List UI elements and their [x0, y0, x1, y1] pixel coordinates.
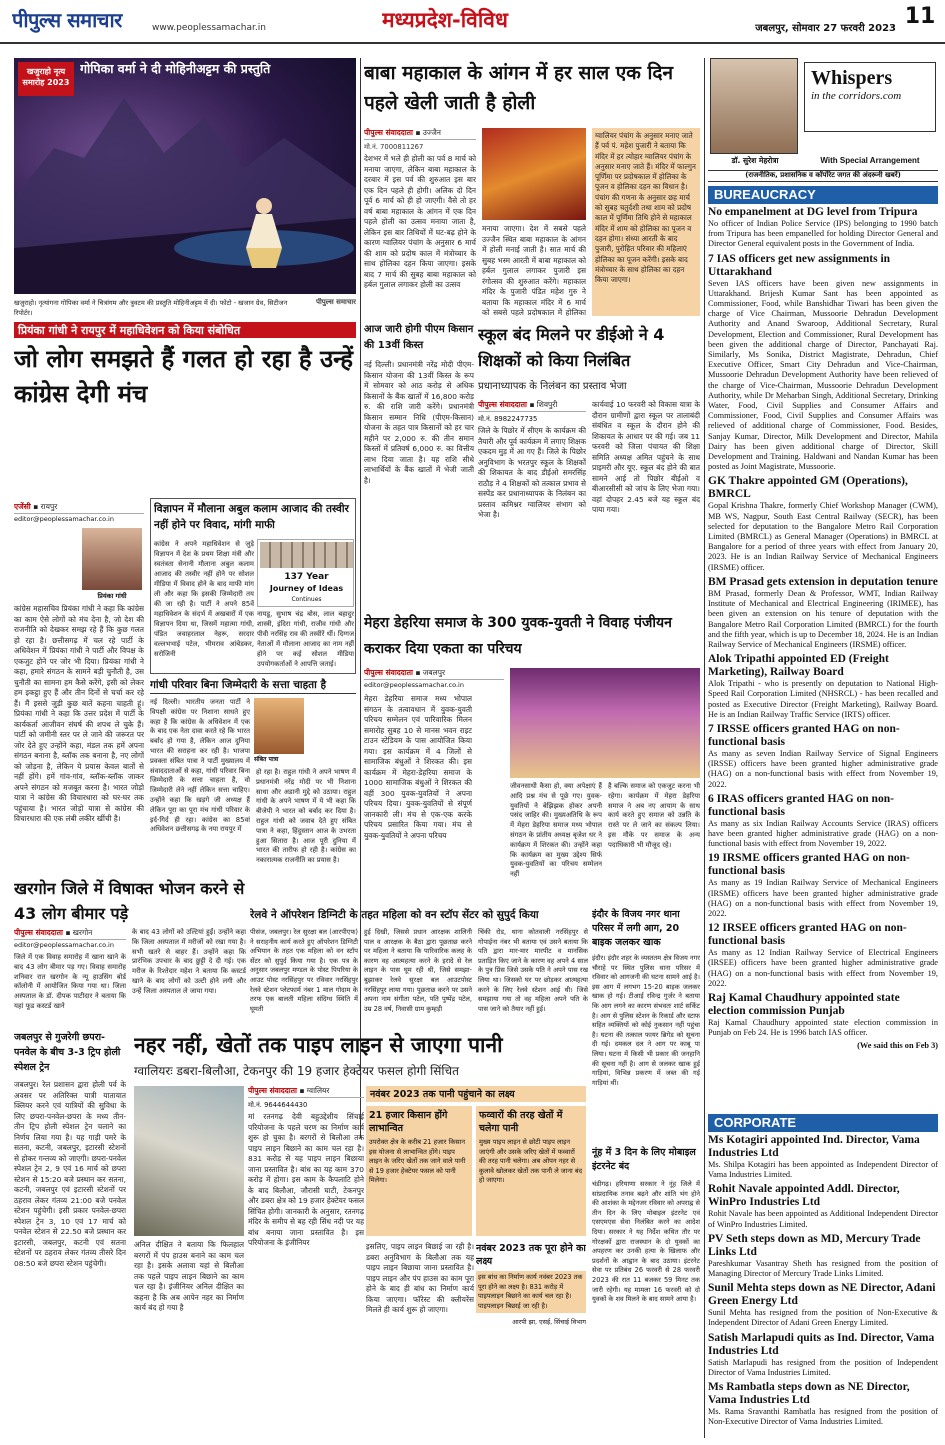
brief-body: Pareshkumar Vasantray Sheth has resigned from the position of Managing Director of Mercury Trade Links Limited. [708, 1258, 938, 1279]
brief-body: Satish Marlapudi has resigned from the position of Independent Director of Vama Industries Limited. [708, 1357, 938, 1377]
news-brief [708, 576, 938, 650]
brief-body: Rohit Navale has been appointed as Additional Independent Director of WinPro Industries Limited. [708, 1209, 938, 1229]
mahakal-photo [482, 128, 586, 220]
brief-title: BM Prasad gets extension in deputation tenure [708, 575, 938, 588]
khargone-byline: पीपुल्स संवाददाता ▪ खरगोन [14, 928, 126, 940]
news-brief [708, 1183, 938, 1229]
pipeline-body-bottom: इसलिए, पाइप लाइन बिछाई जा रही है। डबरा अनुविभाग के बिलौआ तक यह पाइप लाइन बिछाया जाना प्रस्तावित है। पाइप लाइन और पंप हाउस का काम पूरा होने के बाद ही बांध का निर्माण कार्य किया जाएगा। फॉरेस्ट की क्लीयरेंस मिलते ही कार्य शुरू हो जाएगा। [366, 1242, 474, 1314]
gopika-headline: गोपिका वर्मा ने दी मोहिनीअट्टम की प्रस्तुति [80, 61, 271, 76]
ad-portraits [260, 542, 353, 568]
brief-title: Satish Marlapudi quits as Ind. Director, Vama Industries Ltd [708, 1331, 935, 1357]
brief-title: 6 IRAS officers granted HAG on non-functional basis [708, 792, 894, 818]
school-mobile: मो.नं. 8982247735 [478, 415, 538, 423]
brief-title: Rohit Navale appointed Addl. Director, WinPro Industries Ltd [708, 1183, 900, 1209]
pipeline-col2: अनिल दीक्षित ने बताया कि फिलहाल बरगरों में पंप हाउस बनाने का काम चल रहा है। इसके अलावा यहां से बिलौआ तक पहले पाइप लाइन बिछाने का काम चल रहा है। इंजीनियर अनिल दीक्षित का कहना है कि अब आपेन नहर का निर्माण कार्य बंद हो गया है [134, 1240, 244, 1312]
priyanka-email: editor@peoplessamachar.co.in [14, 515, 114, 523]
gopika-caption: खजुराहो। नृत्यांगना गोपिका वर्मा ने चित्रांगम और त्रुवटम की प्रस्तुति मोहिनीअट्टम में दी। फोटो - खजान ग्रेव, सिटीजन रिपोर्टर। [14, 299, 288, 317]
brief-body: As many as seven Indian Railway Service of Signal Engineers (IRSSE) officers have been granted higher administrative grade (HAG) on a non-functional basis with effect from November 19, 2022. [708, 748, 938, 789]
patra-photo [254, 698, 304, 754]
priyanka-photo-caption: प्रियंका गांधी [97, 592, 127, 600]
website: www.peoplessamachar.in [152, 23, 266, 33]
holi-train-headline: जबलपुर से गुजरेगी छपरा-पनवेल के बीच 3-3 ट्रिप होली स्पेशल ट्रेन [14, 1032, 121, 1073]
mehra-story [364, 610, 700, 900]
brief-body: Alok Tripathi - who is presently on deputation to National High-Speed Rail Corporation Limited (NHSRCL) - has been recalled and posted as Executive Director (Freight Marketing), Railway Board. He is an Indian Railway Traffic Service (IRTS) officer. [708, 679, 938, 719]
brief-title: 7 IRSSE officers granted HAG on non-functional basis [708, 722, 900, 748]
brief-title: 12 IRSEE officers granted HAG on non-functional basis [708, 922, 907, 948]
gopika-credit: पीपुल्स समाचार [315, 298, 356, 306]
brief-title: GK Thakre appointed GM (Operations), BMRCL [708, 475, 908, 501]
news-brief [708, 653, 938, 720]
pipeline-story [134, 1030, 586, 1436]
gandhi-col2: हो रहा है। राहुल गांधी ने अपने भाषण में प्रधानमंत्री नरेंद्र मोदी पर भी निशाना साधा और अडानी मुद्दे को उठाया। राहुल गांधी के अपने भाषण में ये भी कहा कि बीजेपी ने भारत को बर्बाद कर दिया है। राहुल गांधी को जवाब देते हुए संबित पात्रा ने कहा, हिंदुस्तान आज के उभरता हुआ सितारा है। आज पूरी दुनिया में भारत की तारीफ हो रही है। कांग्रेस का नकारात्मक राजनीति का प्रयास है। [256, 768, 356, 865]
bureaucracy-list [708, 206, 938, 1108]
khargone-col1: जिले में एक विवाह समारोह में खाना खाने के बाद 43 लोग बीमार पड़ गए। विवाह समारोह शनिवार रात खरगोन के न्यू हाउसिंग बोर्ड कॉलोनी में आयोजित किया गया था। जिला अस्पताल के डॉ. दीपक पाटीदार ने बताया कि यहां फूड कस्टर्ड खाने [14, 953, 126, 1010]
priyanka-kicker: प्रियंका गांधी ने रायपुर में महाधिवेशन को किया संबोधित [14, 322, 356, 338]
brief-title: Alok Tripathi appointed ED (Freight Marketing), Railway Board [708, 653, 889, 679]
target-title: नवंबर 2023 तक पूरा होने का लक्ष्य [476, 1243, 586, 1267]
news-brief [708, 253, 938, 473]
gandhi-headline: गांधी परिवार बिना जिम्मेदारी के सत्ता चाहता है [150, 678, 356, 694]
brief-title: Raj Kamal Chaudhury appointed state election commission Punjab [708, 991, 900, 1017]
news-brief [708, 922, 938, 989]
said-note: (We said this on Feb 3) [857, 1041, 938, 1051]
azad-ad [257, 539, 354, 607]
target-body: इस बांध का निर्माण कार्य नवंबर 2023 तक पूरा होने का लक्ष्य है। 831 करोड़ में पाइपलाइन बिछाने का कार्य चल रहा है। पाइपलाइन बिछाई जा रही है। [476, 1271, 586, 1313]
internet-story [592, 1146, 700, 1436]
brief-body: Seven IAS officers have been given new assignments in Uttarakhand. Brijesh Kumar Sant has been appointed as Commissioner, Food, while Banshidhar Tiwari has been given the charge of Vice Chairman, Mussoorie Dehradun Development Authority and Anand Swaroop, Additional Secretary, Rural Development, Election and Commissioner, Rural Development has been given the additional charge of Director, Panchayati Raj. Similarly, Ms Sonika, District Magistrate, Dehradun, Chief Executive Officer, Smart City Dehradun and Vice-Chairman, Mussoorie Dehradun Development Authority have been relieved of the charge of Vice-Chairman, Mussoorie Dehradun Development Authority, while Dr Meharban Singh, Additional Secretary, Drinking Water, Food, Civil Supplies and Consumer Affairs and Commissioner, Food, Civil Supplies and Consumer Affairs was relieved of additional charge of Commissioner, Food. Besides, Sanjay Kumar, Director, Milk Development and Director, Mahila Dairy has been given additional charge of Director, Skill Development and Training. Haldwani and Nandan Kumar has been posted as Joint Magistrate, Mussoorie. [708, 278, 938, 472]
pipeline-banner: नवंबर 2023 तक पानी पहुंचाने का लक्ष्य [366, 1086, 586, 1102]
box1-body: उपरोक्त क्षेत्र के करीब 21 हजार किसान इस योजना से लाभान्वित होंगे। पाइप लाइन के जरिए खेतों तक जाने वाले पानी से 19 हजार हेक्टेयर फसल को पानी मिलेगा। [369, 1138, 466, 1185]
brief-title: Ms Kotagiri appointed Ind. Director, Vama Industries Ltd [708, 1134, 920, 1159]
priyanka-byline: एजेंसी ▪ रायपुर [14, 502, 144, 514]
priyanka-body: कांग्रेस महासचिव प्रियंका गांधी ने कहा कि कांग्रेस का काम ऐसे लोगों को मंच देना है, जो देश की राजनीति को देखकर समझ रहे हैं कि कुछ गलत हो रहा है। छत्तीसगढ़ में चल रहे पार्टी के अधिवेशन में प्रियंका गांधी ने पार्टी और विपक्ष के एकजुट होने पर जोर भी दिया। प्रियंका गांधी ने कहा, हमारे संगठन के सामने बड़ी चुनौती है, उस चुनौती का सामना हम कैसे करेंगे, इसी को लेकर हम इकट्ठा हुए हैं और तीन दिनों से चर्चा कर रहे हैं। मैं इससे जुड़ी कुछ बातें कहना चाहती हूं। प्रियंका गांधी ने कहा कि उत्तर प्रदेश में पार्टी के कार्यकर्ता आजीवन संघर्ष की शपथ ले चुके हैं। पार्टी को जमीनी स्तर पर ले जाने की जरूरत पर जोर देते हुए उन्होंने कहा, मंडल तक हमें अपना संगठन बनाना है, ब्लॉक तक बनाना है, नए लोगों को जोड़ना है, लेकिन ये प्रयास केवल बातों से नहीं होंगे। हमें गांव-गांव, ब्लॉक-ब्लॉक जाकर अपने संगठन को मजबूत करना है। भारत जोड़ो यात्रा ने कांग्रेस की विचारधारा को घर-घर तक पहुंचाया है। भारत जोड़ो यात्रा से कांग्रेस की विचारधारा की एक लंबी लकीर खींची है। [14, 604, 144, 823]
whispers-title: Whispers [811, 67, 893, 89]
brand-name: पीपुल्स समाचार [12, 8, 122, 32]
indore-body: इंदौर। इंदौर शहर के व्यस्ततम क्षेत्र विजय नगर चौराहे पर स्थित पुलिस थाना परिसर में रविवार को आगजनी की घटना सामने आई है। इस आग में लगभग 15-20 बाइक जलकर खाक हो गई। टीआई रविन्द्र गुर्जर ने बताया कि आग लगने का कारण संभवतः शार्ट सर्किट है। आग से पुलिस स्टेशन के रिकार्ड और स्टाफ सहित व्यक्तियों को कोई नुकसान नहीं पहुंचा है। घटना की तत्काल फायर ब्रिगेड को सूचना दी गई। दमकल दल ने आग पर काबू पा लिया। घटना में किसी भी प्रकार की जनहानि की सूचना नहीं है। आग से जलकर खाक हुई गाड़ियां, विभिन्न प्रकरण में जब्त की गई गाड़ियां थीं। [592, 954, 700, 1087]
whispers-subtitle: in the corridors [811, 90, 881, 102]
azad-body2: नायडू, सुभाष चंद्र बोस, लाल बहादुर शास्त्री, इंदिरा गांधी, राजीव गांधी और पीवी नरसिंह राव की तस्वीरें थीं। दिग्गज नेताओं में मौलाना आजाद का नाम नहीं होने पर कई सोशल मीडिया उपयोगकर्ताओं ने आपत्ति जताई। [257, 610, 354, 668]
corporate-label: CORPORATE [708, 1114, 938, 1132]
box1-title: 21 हजार किसान होंगे लाभान्वित [369, 1110, 448, 1134]
azad-headline: विज्ञापन में मौलाना अबुल कलाम आजाद की तस्वीर नहीं होने पर विवाद, मांगी माफी [154, 503, 349, 531]
mahakal-sidebar: ग्वालियर पंचांग के अनुसार मनाए जाते हैं पर्व पं. महेश पुजारी ने बताया कि मंदिर में हर त्योहार ग्वालियर पंचांग के अनुसार मनाए जाते हैं। मंदिर में फाल्गुन पूर्णिमा पर प्रदोषकाल में होलिका के पूजन व होलिका दहन का विधान है। पंचांग की गणना के अनुसार छह मार्च को सुबह चतुर्दशी तथा शाम को प्रदोष काल में पूर्णिमा तिथि होने से महाकाल मंदिर में शाम को होलिका का पूजन व दहन होगा। संध्या आरती के बाद पुजारी, पुरोहित परिवार की महिलाएं होलिका का पूजन करेंगी। इसके बाद मंत्रोच्चार के साथ होलिका का दहन किया जाएगा। [592, 128, 700, 316]
brief-title: Sunil Mehta steps down as NE Director, Adani Green Energy Ltd [708, 1282, 936, 1308]
pm-kisan-body: नई दिल्ली। प्रधानमंत्री नरेंद्र मोदी पीएम-किसान योजना की 13वीं किस्त के रूप में सोमवार को आठ करोड़ से अधिक किसानों के बैंक खातों में 16,800 करोड़ रु. की राशि जारी करेंगे। प्रधानमंत्री किसान सम्मान निधि (पीएम-किसान) योजना के तहत पात्र किसानों को हर चार महीने पर 2,000 रु. की तीन समान किस्तों में प्रतिवर्ष 6,000 रु. का वित्तीय लाभ दिया जाता है। यह राशि सीधे लाभार्थियों के बैंक खातों में भेजी जाती है। [364, 360, 474, 485]
gopika-story [14, 58, 356, 320]
gandhi-col1: नई दिल्ली। भारतीय जनता पार्टी ने विपक्षी कांग्रेस पर निशाना साधते हुए कहा है कि कांग्रेस के अधिवेशन में एक के बाद एक नेता दावा करते रहे कि भारत बर्बाद हो गया है, लेकिन आज दुनिया भारत की सराहना कर रही है। भाजपा प्रवक्ता संबित पात्रा ने पार्टी मुख्यालय में संवाददाताओं से कहा, गांधी परिवार बिना जिम्मेदारी के सत्ता चाहता है, वो जिम्मेदारी लेने नहीं लेकिन सत्ता चाहिए। उन्होंने कहा कि खड़गे जी अध्यक्ष हैं लेकिन पूरा का पूरा मंच गांधी परिवार के इर्द-गिर्द ही रहा। कांग्रेस का 85वां अधिवेशन छत्तीसगढ़ के नया रायपुर में [150, 698, 250, 834]
mahakal-col1: देशभर में भले ही होली का पर्व 8 मार्च को मनाया जाएगा, लेकिन बाबा महाकाल के दरबार में इस पर्व की शुरुआत इस बार एक दिन पहले ही होगी। अलिक दो दिन पूर्व 6 मार्च को ही हो जाएगी। वैसे तो हर वर्ष बाबा महाकाल के आंगन में एक दिन पहले होली का उत्सव मनाया जाता है, लेकिन इस बार तिथियों में घट-बढ़ होने के कारण ग्वालियर पंचांग के अनुसार 6 मार्च की शाम को प्रदोष काल में मंत्रोच्चार के साथ होलिका दहन किया जाएगा। इसके बाद 7 मार्च की सुबह बाबा महाकाल को हर्बल गुलाल लगाकर होली का उत्सव [364, 154, 476, 289]
bureaucracy-label: BUREAUCRACY [708, 186, 938, 204]
internet-body: चंडीगढ़। हरियाणा सरकार ने नूंह जिले में सांप्रदायिक तनाव बढ़ने और शांति भंग होने की आशंका के मद्देनजर रविवार को अपराह्न से तीन दिन के लिए मोबाइल इंटरनेट एवं एसएमएस सेवा निलंबित करने का आदेश दिया। सरकार ने यह निर्देश कथित तौर पर गोरक्षकों द्वारा राजस्थान के दो युवकों का अपहरण कर उनकी हत्या के खिलाफ और प्रदर्शनों के आह्वान के बाद उठाया। इंटरनेट सेवा पर प्रतिबंध 26 फरवरी से 28 फरवरी 2023 की रात 11 बजकर 59 मिनट तक जारी रहेगी। यह मामला 16 फरवरी को दो युवकों के शव मिलने के बाद सामने आया है। [592, 1180, 700, 1304]
news-brief [708, 992, 938, 1038]
brief-body: No officer of Indian Police Service (IPS) belonging to 1990 batch from Tripura has been empanelled for holding Director General and Director General equivalent posts in the Government of India. [708, 219, 938, 249]
internet-headline: नूंह में 3 दिन के लिए मोबाइल इंटरनेट बंद [592, 1147, 696, 1172]
school-story [478, 322, 700, 602]
patra-caption: संबित पात्रा [254, 756, 279, 763]
khargone-col2: के बाद 43 लोगों को उल्टियां हुईं। उन्होंने कहा कि जिला अस्पताल में मरीजों को रखा गया है। सभी खतरे से बाहर हैं। उन्होंने कहा कि प्रारंभिक उपचार के बाद छुट्टी दे दी गई। एक मरीज के रिश्तेदार महेश ने बताया कि कस्टर्ड खाने के बाद लोगों को उल्टी होने लगी और उन्हें जिला अस्पताल ले जाया गया। [132, 928, 246, 995]
azad-story [150, 498, 356, 674]
holi-train-story [14, 1030, 126, 1436]
brief-title: PV Seth steps down as MD, Mercury Trade Links Ltd [708, 1232, 921, 1258]
news-brief [708, 723, 938, 790]
whispers-logo [804, 62, 936, 132]
festival-badge: खजुराहो नृत्य समारोह 2023 [18, 62, 74, 96]
railway-story [250, 908, 588, 1028]
pipeline-box1 [366, 1106, 472, 1236]
page-number: 11 [904, 4, 936, 29]
school-col1: जिले के पिछोर में सीएम के कार्यक्रम की तैयारी और पूर्व कार्यक्रम में लगाए शिक्षक एकदम मुड़ में आ गए हैं। जिले के पिछोर अनुविभाग के भरतपुर स्कूल के शिक्षकों की शिकायत के बाद डीईओ समरसिंह राठौड़ ने 4 शिक्षकों को तत्काल प्रभाव से सस्पेंड कर प्रधानाध्यापक के निलंबन का प्रस्ताव कमिश्नर ग्वालियर संभाग को भेजा है। [478, 426, 586, 519]
mahakal-headline: बाबा महाकाल के आंगन में हर साल एक दिन पहले खेली जाती है होली [364, 62, 674, 114]
news-brief [708, 1233, 938, 1279]
indore-story [592, 908, 700, 1142]
pipeline-headline: नहर नहीं, खेतों तक पाइप लाइन से जाएगा पानी [134, 1033, 503, 1057]
brief-title: 7 IAS officers get new assignments in Uttarakhand [708, 252, 891, 278]
target-signoff: आरपी झा, एसई, सिंचाई विभाग [512, 1318, 586, 1327]
brief-body: Ms. Shilpa Kotagiri has been appointed as Independent Director of Vama Industries Limited. [708, 1160, 938, 1180]
gandhi-story [150, 678, 356, 868]
mehra-photo [510, 668, 700, 778]
section-title: मध्यप्रदेश-विविध [382, 8, 508, 32]
ad-small: Continues [291, 596, 322, 603]
arrangement-note: With Special Arrangement [820, 156, 920, 165]
news-brief [708, 1381, 938, 1427]
brief-title: Ms Rambatla steps down as NE Director, Vama Industries Ltd [708, 1381, 910, 1407]
pipeline-target [476, 1242, 586, 1392]
brief-body: Ms. Rama Sravanthi Rambatla has resigned from the position of Non-Executive Director of Vama Industries Limited. [708, 1407, 938, 1427]
pm-kisan-kicker: आज जारी होगी पीएम किसान की 13वीं किस्त [364, 324, 474, 351]
brief-body: Gopal Krishna Thakre, formerly Chief Workshop Manager (CWM), MB WS, Nagpur, South East Central Railway (SECR), has been selected for deputation to the Bangalore Metro Rail Corporation Limited (BMRCL) as General Manager (Operations) in BMRCL at Bangalore for a period of three years with effect from January 20, 2023. He is an Indian Railway Service of Mechanical Engineers (IRSME) officer. [708, 501, 938, 572]
khargone-headline: खरगोन जिले में विषाक्त भोजन करने से 43 लोग बीमार पड़े [14, 879, 245, 923]
corporate-list [708, 1134, 938, 1438]
school-headline: स्कूल बंद मिलने पर डीईओ ने 4 शिक्षकों को किया निलंबित [478, 325, 665, 370]
pipeline-photo [134, 1086, 244, 1236]
pipeline-col1: मां रतनगढ़ देवी बहुउद्देशीय सिंचाई परियोजना के पहले चरण का निर्माण कार्य शुरू हो चुका है। बरगरों से बिलौआ तक पाइप लाइन बिछाने का काम चल रहा है। 831 करोड़ से यह पाइप लाइन बिछाया जाना प्रस्तावित है। बांध का यह काम 370 करोड़ में होगा। इस काम के कैपलाटि होने के बाद बिलौआ, जौरासी घाटी, टेकनपुर और डबरा क्षेत्र को 19 हजार हेक्टेयर फसल सिंचित होगी। जानकारी के अनुसार, रतनगढ़ मंदिर के समीप से बह रही सिंध नदी पर यह बांध बनाया जाना प्रस्तावित है। इस परियोजना के इंजीनियर [248, 1112, 364, 1247]
news-brief [708, 206, 938, 250]
mahakal-story [364, 58, 700, 316]
news-brief [708, 1134, 938, 1180]
priyanka-headline: जो लोग समझते हैं गलत हो रहा है उन्हें कांग्रेस देगी मंच [14, 345, 354, 408]
masthead [0, 0, 945, 44]
school-col2: कार्यवाई 10 फरवरी को विकास यात्रा के दौरान ग्रामीणों द्वारा स्कूल पर तालाबंदी संबंधित व स्कूल के दौरान होने की शिकायत के आधार पर की गई। जब 11 फरवरी को जिला पंचायत की शिक्षा समिति अध्यक्ष अमित पहुंचने के साथ प्राइमरी और यूए. स्कूल बंद होने की बात सामने आई तो पिछोर बीईओ व बीआरसीसी को जांच के लिए भेजा गया। वहां दोपहर 2.45 बजे यह स्कूल बंद पाया गया। [592, 400, 700, 514]
box2-title: फव्वारों की तरह खेतों में चलेगा पानी [479, 1110, 563, 1134]
khargone-story [14, 876, 246, 1022]
railway-col3: चिंकी रोड, थाना कोतवाली नरसिंहपुर से गोपाईना नंबर भी बताया एवं उसने बताया कि पति द्वारा मार-मार मारपीट व मानसिक प्रताड़ित किए जाने के कारण वह अपने 4 साल के पुत्र प्रिंस जिसे उसके पति ने अपने पास रख लिया था। जिसको घर पर छोड़कर आत्महत्या करने के लिए रेलवे स्टेशन आई थी। जिसे समझाया गया तो वह महिला अपने पति के पास जाने को तैयार नहीं हुई। [478, 928, 588, 1013]
whispers-domain: .com [880, 90, 902, 102]
mehra-col1: मेहरा डेहरिया समाज मध्य भोपाल संगठन के तत्वावधान में युवक-युवती परिचय सम्मेलन एवं पारिवारिक मिलन समारोह सुबह 10 से मानस भवन राइट टाउन स्टेडियम के पास आयोजित किया गया। इस कार्यक्रम में 4 जिलों से सामाजिक बंधुओं ने शिरकत की। इस कार्यक्रम में मेहरा-डेहरिया समाज के 1000 सामाजिक बंधुओं ने शिरकत की वहीं 300 युवक-युवतियों ने अपना परिचय दिया। युवक-युवतियों से संपूर्ण जानकारी ली। मंच से एक-एक करके परिचय प्रसारित किया गया। मंच से युवक-युवतियों ने अपना परिचय [364, 694, 472, 840]
indore-headline: इंदौर के विजय नगर थाना परिसर में लगी आग, 20 बाइक जलकर खाक [592, 909, 680, 948]
railway-headline: रेलवे ने ऑपरेशन डिग्निटी के तहत महिला को वन स्टॉप सेंटर को सुपुर्द किया [250, 909, 539, 921]
ad-title: 137 Year [284, 572, 329, 582]
school-byline: पीपुल्स संवाददाता ▪ शिवपुरी [478, 400, 586, 412]
azad-body: कांग्रेस ने अपने महाधिवेशन से जुड़े विज्ञापन में देश के प्रथम शिक्षा मंत्री और स्वतंत्रता सेनानी मौलाना अबुल कलाम आजाद की तस्वीर नहीं होने पर सोशल मीडिया में विवाद होने के बाद माफी मांग ली और कहा कि इसकी जिम्मेदारी तय की जा रही है। पार्टी ने अपने 85वें महाधिवेशन के संदर्भ में अखबारों में एक विज्ञापन दिया था, जिसमें महात्मा गांधी, पंडित जवाहरलाल नेहरू, सरदार वल्लभभाई पटेल, भीमराव आंबेडकर, सरोजिनी [154, 540, 254, 658]
brief-body: As many as 19 Indian Railway Service of Mechanical Engineers (IRSME) officers have been granted higher administrative grade (HAG) on a non-functional basis with effect from November 19, 2022. [708, 878, 938, 918]
pipeline-byline: पीपुल्स संवाददाता ▪ ग्वालियर [248, 1086, 364, 1098]
holi-train-body: जबलपुर। रेल प्रशासन द्वारा होली पर्व के अवसर पर अतिरिक्त यात्री यातायात क्लियर करने एवं यात्रियों की सुविधा के लिए छपरा-पनवेल-छपरा के मध्य तीन-तीन ट्रिप होली स्पेशल ट्रेन चलाने का निर्णय लिया गया है। यह गाड़ी पमरे के सतना, कटनी, जबलपुर, इटारसी स्टेशनों से होकर गन्तव्य को जाएगी। छपरा-पनवेल स्पेशल ट्रेन 2, 9 एवं 16 मार्च को छपरा स्टेशन से 15:20 बजे प्रस्थान कर सतना, कटनी, जबलपुर एवं इटारसी स्टेशनों पर ठहराव लेकर गंतव्य 21:00 बजे पनवेल स्टेशन पहुंचेगी। इसी प्रकार पनवेल-छपरा स्पेशल ट्रेन 3, 10 एवं 17 मार्च को पनवेल स्टेशन से 22.50 बजे प्रस्थान कर इटारसी, जबलपुर, कटनी एवं सतना स्टेशनों पर ठहराव लेकर गंतव्य तीसरे दिन 08:50 बजे छपरा स्टेशन पहुंचेगी। [14, 1080, 126, 1268]
brief-body: As many as six Indian Railway Accounts Service (IRAS) officers have been granted higher administrative grade (HAG) on a non-functional basis with effect from November 19, 2022. [708, 818, 938, 849]
brief-title: No empanelment at DG level from Tripura [708, 206, 918, 218]
pipeline-subhead: ग्वालियरः डबरा-बिलौआ, टेकनपुर की 19 हजार हेक्टेयर फसल होगी सिंचित [134, 1064, 459, 1078]
author-name: डॉ. सुरेश मेहरोत्रा [731, 156, 779, 165]
mahakal-byline: पीपुल्स संवाददाता ▪ उज्जैन [364, 128, 476, 140]
pm-kisan-story [364, 322, 474, 602]
mehra-col2: जीवनसाथी कैसा हो, क्या अपेक्षाएं हैं आदि प्रश्न मंच से पूछे गए। युवक-युवतियों ने बेझिझक होकर अपनी पसंद जाहिर की। मुख्यअतिथि के रूप में मेहरा डेहरिया समाज मध्य भोपाल संगठन के प्रांतीय अध्यक्ष बृजेश धर ने कार्यक्रम में शिरकत की। उन्होंने कहा कि कार्यक्रम का मुख्य उद्देश्य सिर्फ युवक-युवतियों का परिचय सम्मेलन नहीं [510, 782, 602, 879]
railway-col2: हुई दिखी, जिससे प्रधान आरक्षक शालिनी पाल व आरक्षक के बैठा द्वारा पूछताछ करने पर महिला ने बताया कि पारिवारिक कलह के कारण वह आत्महत्या करने के इरादे से रेल लाइन के पास घूम रही थी, जिसे समझा-बुझाकर रेलवे सुरक्षा बल आउटपोस्ट नरसिंहपुर लाया गया। पूछताछ करने पर उसने अपना नाम संगीता पटेल, पति पुष्पेंद्र पटेल, उम्र 28 वर्ष, निवासी ग्राम कुम्हड़ी [364, 928, 472, 1013]
whispers-column [708, 58, 938, 1438]
brief-body: BM Prasad, formerly Dean & Professor, WMT, Indian Railway Institute of Mechanical and Electrical Engineering (IRIMEE), has been given an extension on his tenure of deputation with the Bangalore Metro Rail Corporation Limited (BMRCL) for the fourth and the fifth year, which is up to December 18, 2024. He is an Indian Railway Service of Mechanical Engineers (IRSME) officer. [708, 588, 938, 649]
brief-body: Raj Kamal Chaudhury appointed state election commission in Punjab on Feb 24. He is 1996 batch IAS officer. [708, 1017, 938, 1038]
whispers-tagline: (राजनीतिक, प्रशासनिक व कॉर्पोरेट जगत की अंदरूनी खबरें) [708, 170, 938, 182]
mehra-byline: पीपुल्स संवाददाता ▪ जबलपुर [364, 668, 504, 680]
priyanka-photo [82, 528, 142, 590]
news-brief [708, 852, 938, 919]
khargone-email: editor@peoplessamachar.co.in [14, 941, 114, 949]
author-photo [710, 58, 798, 154]
brief-body: As many as 12 Indian Railway Service of Electrical Engineers (IRSEE) officers have been granted higher administrative grade (HAG) on a non-functional basis with effect from November 19, 2022. [708, 948, 938, 988]
mehra-headline: मेहरा डेहरिया समाज के 300 युवक-युवती ने विवाह पंजीयन कराकर दिया एकता का परिचय [364, 615, 672, 657]
pipeline-box2 [476, 1106, 586, 1236]
mahakal-mobile: मो.नं. 7000811267 [364, 143, 424, 151]
dateline: जबलपुर, सोमवार 27 फरवरी 2023 [755, 23, 896, 34]
news-brief [708, 1282, 938, 1328]
news-brief [708, 475, 938, 572]
box2-body: मुख्य पाइप लाइन से छोटी पाइप लाइन जाएंगी और उसके जरिए खेतों में फव्वारों की तरह पानी चलेगा। अब ओपन नहर से कुलावे खोलकर खेतों तक पानी ले जाना बंद हो जाएगा। [479, 1138, 583, 1185]
news-brief [708, 1332, 938, 1378]
railway-col1: पीसंज, जबलपुर। रेल सुरक्षा बल (आरपीएफ) ने सराहनीय कार्य करते हुए ऑपरेशन डिग्निटी अभियान के तहत एक महिला को वन स्टॉप सेंटर को सुपुर्द किया गया है। एक पत्र के अनुसार जबलपुर मण्डल के पोस्ट पिपरिया के आउट पोस्ट नरसिंहपुर पर रविवार नरसिंहपुर रेलवे स्टेशन प्लेटफार्म नंबर 1 माल गोदाम के तरफ एक बालती महिला संदिग्ध स्थिति में घूमती [250, 928, 358, 1013]
ad-subtitle: Journey of Ideas [269, 584, 344, 593]
brief-body: Sunil Mehta has resigned from the position of Non-Executive & Independent Director of Adani Green Energy Limited. [708, 1308, 938, 1328]
mehra-email: editor@peoplessamachar.co.in [364, 681, 464, 689]
mehra-col3: है बल्कि समाज को एकजुट करना भी रहेगा। कार्यक्रम में मेहरा डेहरिया समाज ने अब नए आयाम के साथ कार्य करते हुए समाज को उन्नति के रास्ते पर ले जाने का संकल्प लिया। इस मौके पर समाज के अन्य पदाधिकारी भी मौजूद रहे। [608, 782, 700, 849]
brief-title: 19 IRSME officers granted HAG on non-functional basis [708, 852, 910, 878]
pipeline-mobile: मो.नं. 9644644430 [248, 1101, 308, 1109]
school-subhead: प्रधानाध्यापक के निलंबन का प्रस्ताव भेजा [478, 381, 627, 392]
news-brief [708, 793, 938, 850]
mahakal-col2: मनाया जाएगा। देश में सबसे पहले उज्जैन स्थित बाबा महाकाल के आंगन में होली मनाई जाती है। सात मार्च की सुबह भस्म आरती में बाबा महाकाल को हर्बल गुलाल लगाकर पुजारी इस रंगोत्सव की शुरुआत करेंगे। महाकाल मंदिर के पुजारी पंडित महेश गुरु ने बताया कि महाकाल मंदिर में 6 मार्च को सबसे पहले प्रदोषकाल में होलिका [482, 224, 586, 316]
